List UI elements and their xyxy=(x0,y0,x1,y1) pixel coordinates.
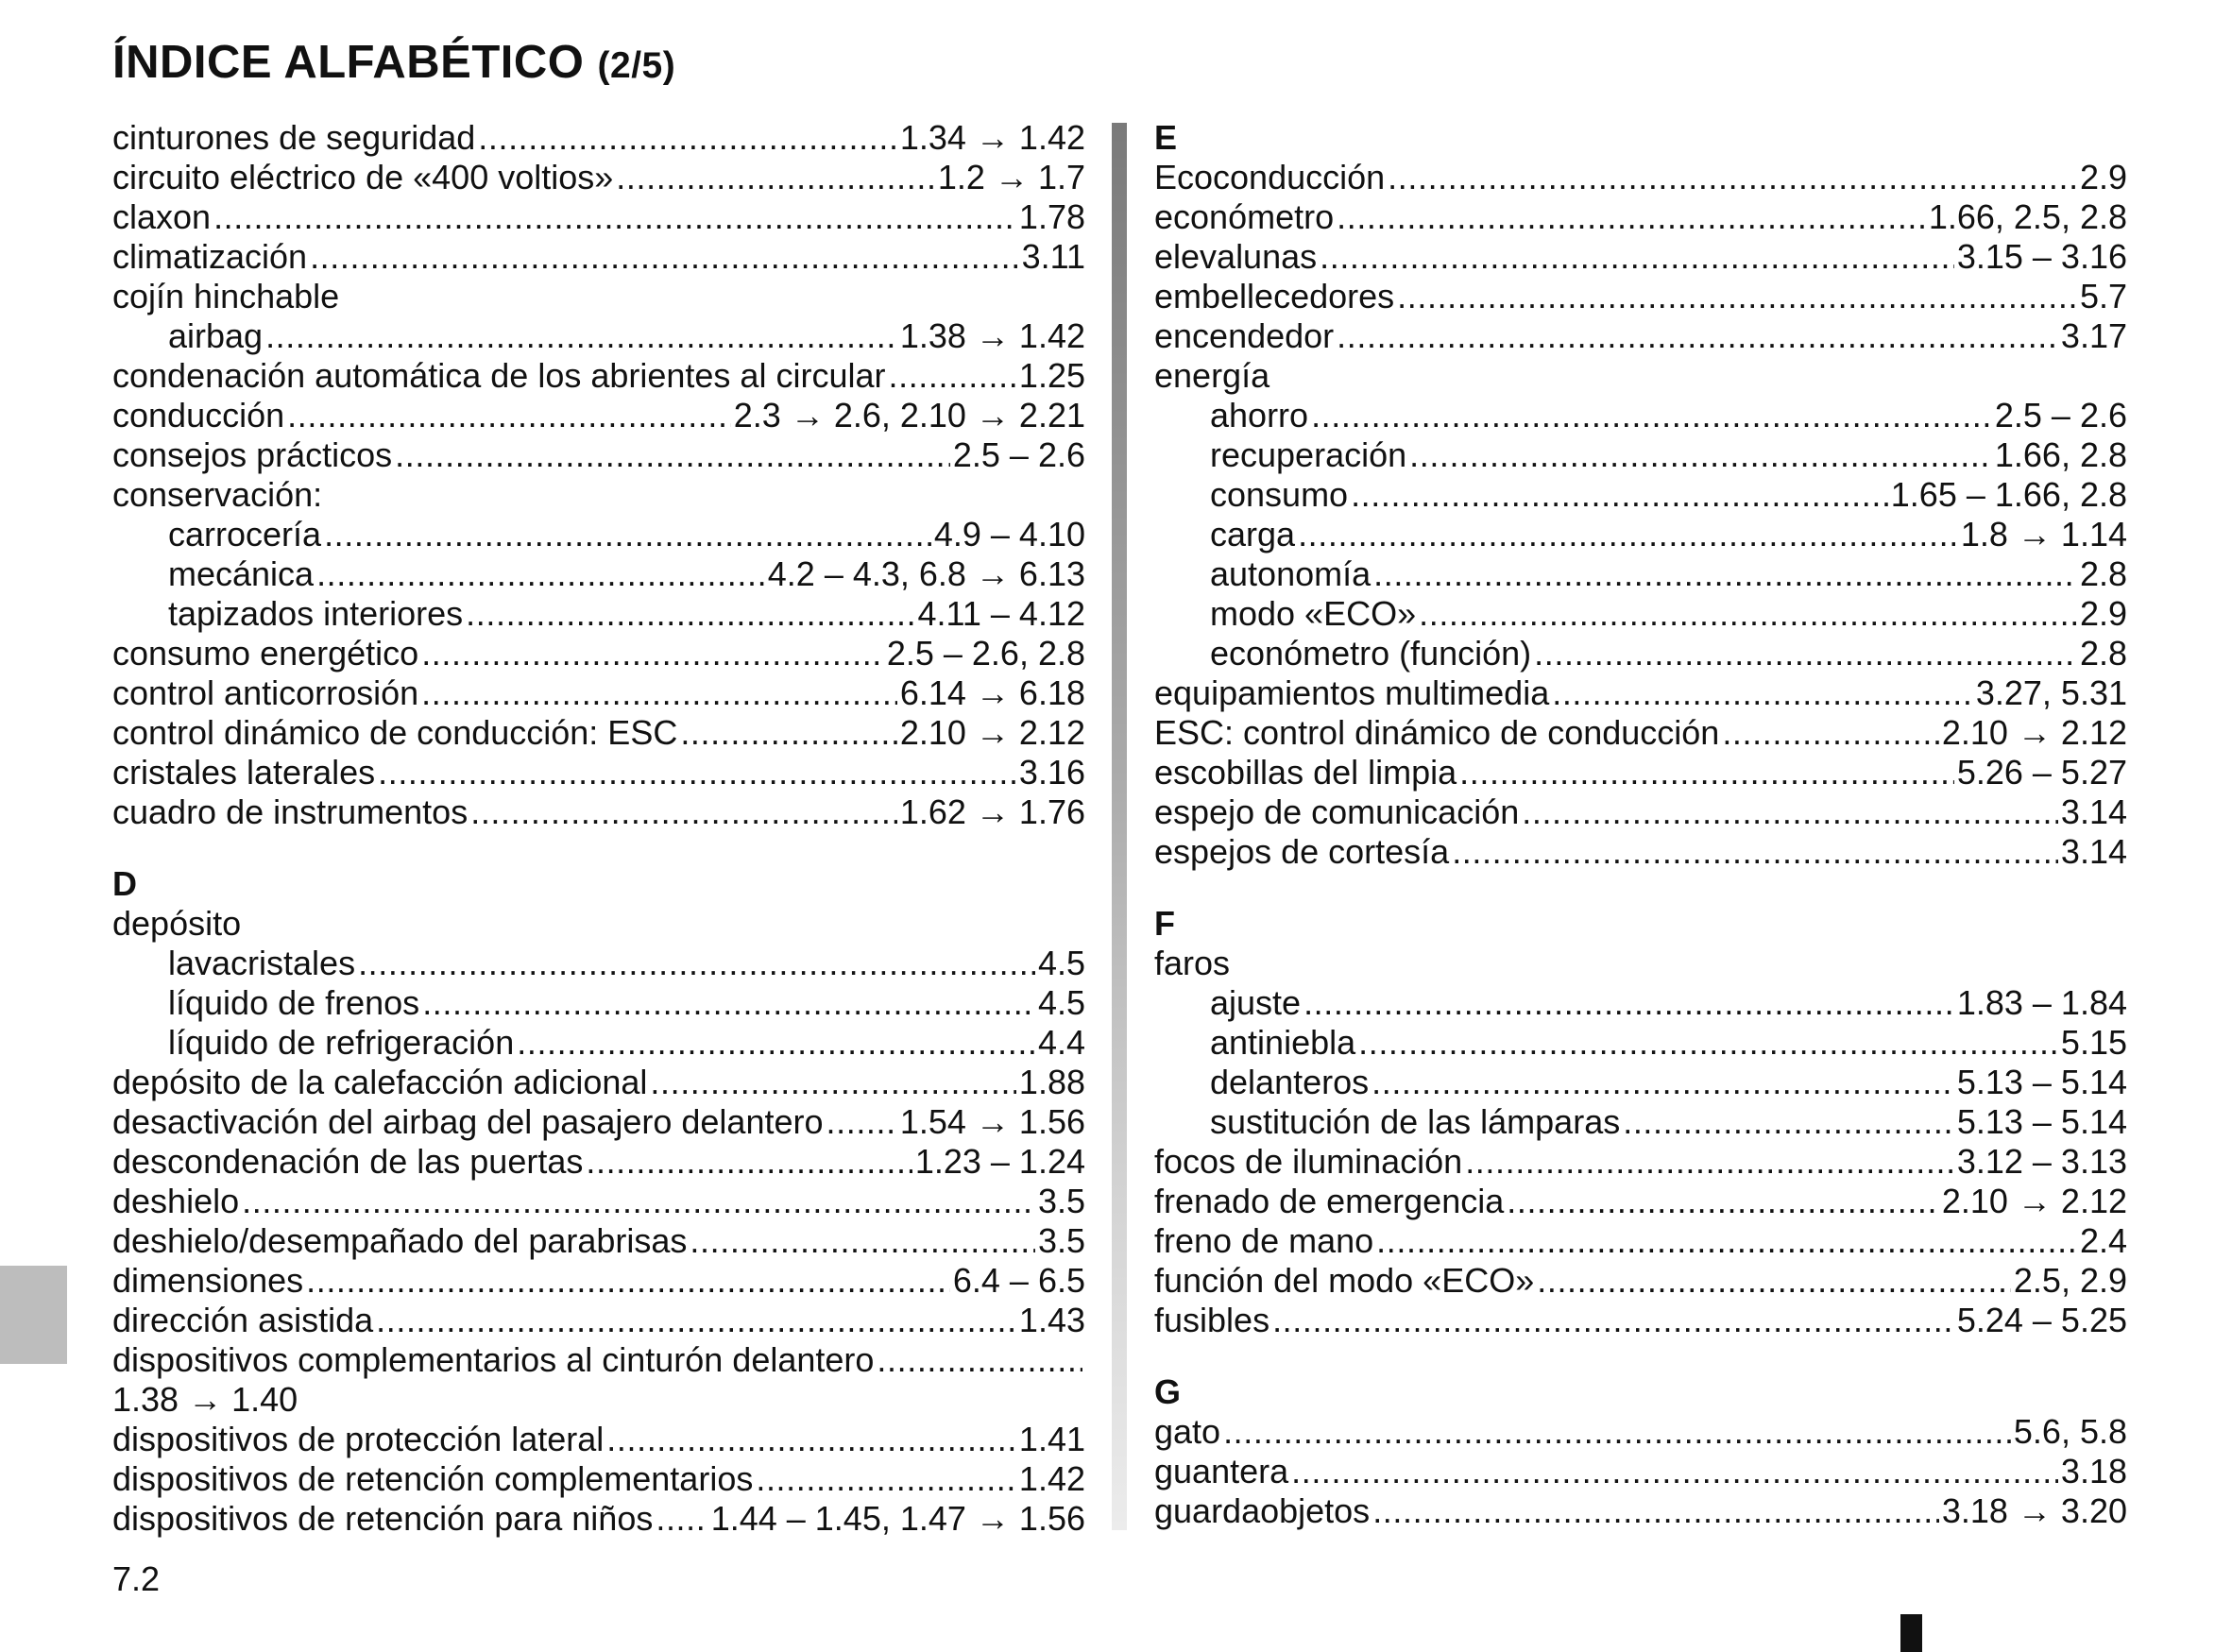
dot-leader xyxy=(826,1102,897,1142)
index-entry xyxy=(112,634,1085,673)
index-entry xyxy=(112,1102,1085,1142)
entry-pages: 5.7 xyxy=(2079,277,2127,315)
dot-leader xyxy=(358,944,1035,983)
index-entry xyxy=(1154,1261,2127,1301)
entry-pages: 2.10 → 2.12 xyxy=(1941,713,2127,752)
entry-pages: 3.15 – 3.16 xyxy=(1956,237,2127,276)
dot-leader xyxy=(1337,316,2058,356)
index-entry xyxy=(1154,1491,2127,1531)
index-subentry xyxy=(1154,594,2127,634)
entry-label: dispositivos de protección lateral xyxy=(112,1420,605,1458)
entry-label: control dinámico de conducción: ESC xyxy=(112,713,678,752)
dot-leader xyxy=(1372,1491,1939,1531)
entry-pages: 1.54 → 1.56 xyxy=(899,1102,1085,1141)
entry-label: embellecedores xyxy=(1154,277,1395,315)
dot-leader xyxy=(690,1221,1035,1261)
entry-pages: 5.13 – 5.14 xyxy=(1956,1063,2127,1101)
entry-pages: 2.9 xyxy=(2079,594,2127,633)
entry-label: energía xyxy=(1154,356,1270,395)
dot-leader xyxy=(1452,832,2058,872)
dot-leader xyxy=(1459,753,1954,792)
entry-pages: 1.43 xyxy=(1018,1301,1085,1339)
entry-pages: 2.5 – 2.6 xyxy=(1994,396,2127,434)
index-entry xyxy=(1154,197,2127,237)
dot-leader xyxy=(1522,792,2058,832)
entry-pages: 2.3 → 2.6, 2.10 → 2.21 xyxy=(733,396,1085,434)
index-subentry xyxy=(1154,634,2127,673)
entry-pages: 2.10 → 2.12 xyxy=(1941,1182,2127,1220)
index-entry xyxy=(1154,237,2127,277)
corner-marker xyxy=(1900,1614,1922,1652)
entry-pages: 2.8 xyxy=(2079,634,2127,673)
dot-leader xyxy=(213,197,1016,237)
dot-leader xyxy=(378,753,1016,792)
entry-label: condenación automática de los abrientes al circular xyxy=(112,356,886,395)
entry-label: antiniebla xyxy=(1210,1023,1356,1062)
entry-pages: 1.25 xyxy=(1018,356,1085,395)
entry-label: espejos de cortesía xyxy=(1154,832,1450,871)
index-column-right xyxy=(1154,118,2127,1531)
dot-leader xyxy=(1722,713,1939,753)
dot-leader xyxy=(1373,554,2077,594)
dot-leader xyxy=(316,554,765,594)
index-entry xyxy=(1154,792,2127,832)
entry-label: espejo de comunicación xyxy=(1154,792,1520,831)
entry-label: freno de mano xyxy=(1154,1221,1374,1260)
entry-label: dirección asistida xyxy=(112,1301,374,1339)
dot-leader xyxy=(1372,1063,1954,1102)
index-subentry xyxy=(112,594,1085,634)
chapter-thumb-tab xyxy=(0,1266,67,1364)
index-subentry xyxy=(1154,1102,2127,1142)
entry-pages: 4.5 xyxy=(1037,944,1085,982)
entry-pages: 3.5 xyxy=(1037,1182,1085,1220)
entry-label: delanteros xyxy=(1210,1063,1370,1101)
entry-pages: 4.4 xyxy=(1037,1023,1085,1062)
entry-label: control anticorrosión xyxy=(112,673,419,712)
index-entry xyxy=(112,237,1085,277)
index-entry xyxy=(1154,753,2127,792)
index-entry xyxy=(1154,832,2127,872)
index-entry xyxy=(112,1340,1085,1380)
index-entry xyxy=(112,356,1085,396)
entry-label: carrocería xyxy=(168,515,322,554)
index-entry xyxy=(112,713,1085,753)
index-entry xyxy=(1154,1452,2127,1491)
entry-label: focos de iluminación xyxy=(1154,1142,1463,1181)
index-heading xyxy=(112,1380,1085,1420)
index-subentry xyxy=(112,1023,1085,1063)
index-subentry xyxy=(1154,396,2127,435)
entry-pages: 3.18 xyxy=(2060,1452,2127,1490)
dot-leader xyxy=(422,983,1035,1023)
entry-pages: 3.14 xyxy=(2060,792,2127,831)
entry-label: líquido de frenos xyxy=(168,983,420,1022)
dot-leader xyxy=(517,1023,1035,1063)
entry-pages: 1.2 → 1.7 xyxy=(937,158,1085,196)
entry-pages: 2.5, 2.9 xyxy=(2013,1261,2127,1300)
entry-label: consumo energético xyxy=(112,634,419,673)
entry-pages: 1.83 – 1.84 xyxy=(1956,983,2127,1022)
entry-label: dispositivos de retención complementarios xyxy=(112,1459,754,1498)
entry-label: guardaobjetos xyxy=(1154,1491,1371,1530)
dot-leader xyxy=(421,634,884,673)
entry-pages: 3.18 → 3.20 xyxy=(1941,1491,2127,1530)
dot-leader xyxy=(470,792,897,832)
entry-pages: 2.10 → 2.12 xyxy=(899,713,1085,752)
entry-label: autonomía xyxy=(1210,554,1372,593)
entry-label: económetro xyxy=(1154,197,1335,236)
index-entry xyxy=(1154,277,2127,316)
index-subentry xyxy=(112,983,1085,1023)
dot-leader xyxy=(421,673,897,713)
index-entry xyxy=(112,197,1085,237)
entry-label: frenado de emergencia xyxy=(1154,1182,1505,1220)
index-entry xyxy=(112,435,1085,475)
index-entry xyxy=(1154,1182,2127,1221)
entry-pages: 1.41 xyxy=(1018,1420,1085,1458)
entry-pages: 1.66, 2.8 xyxy=(1994,435,2127,474)
index-entry xyxy=(112,1301,1085,1340)
entry-pages: 1.66, 2.5, 2.8 xyxy=(1928,197,2127,236)
entry-label: Ecoconducción xyxy=(1154,158,1386,196)
dot-leader xyxy=(1298,515,1958,554)
dot-leader xyxy=(650,1063,1016,1102)
dot-leader xyxy=(606,1420,1016,1459)
dot-leader xyxy=(1311,396,1992,435)
entry-pages: 5.6, 5.8 xyxy=(2013,1412,2127,1451)
entry-pages: 6.14 → 6.18 xyxy=(899,673,1085,712)
index-heading xyxy=(112,277,1085,316)
entry-pages: 5.15 xyxy=(2060,1023,2127,1062)
entry-label: escobillas del limpia xyxy=(1154,753,1457,792)
entry-label: lavacristales xyxy=(168,944,356,982)
dot-leader xyxy=(586,1142,912,1182)
index-entry xyxy=(1154,713,2127,753)
dot-leader xyxy=(466,594,914,634)
entry-label: dispositivos de retención para niños xyxy=(112,1499,654,1538)
section-gap xyxy=(112,832,1085,864)
index-heading xyxy=(112,475,1085,515)
entry-pages: 4.5 xyxy=(1037,983,1085,1022)
dot-leader xyxy=(756,1459,1016,1499)
dot-leader xyxy=(1320,237,1954,277)
entry-pages: 2.8 xyxy=(2079,554,2127,593)
entry-pages: 1.23 – 1.24 xyxy=(914,1142,1085,1181)
section-letter: E xyxy=(1154,118,1178,157)
entry-pages: 1.62 → 1.76 xyxy=(899,792,1085,831)
index-heading xyxy=(112,904,1085,944)
dot-leader xyxy=(395,435,950,475)
entry-label: deshielo/desempañado del parabrisas xyxy=(112,1221,688,1260)
index-subentry xyxy=(112,944,1085,983)
index-subentry xyxy=(1154,435,2127,475)
index-entry xyxy=(1154,316,2127,356)
dot-leader xyxy=(1272,1301,1954,1340)
entry-pages: 4.9 – 4.10 xyxy=(933,515,1085,554)
dot-leader xyxy=(306,1261,950,1301)
entry-label: cinturones de seguridad xyxy=(112,118,476,157)
index-entry xyxy=(112,1142,1085,1182)
entry-label: sustitución de las lámparas xyxy=(1210,1102,1621,1141)
entry-pages: 1.42 xyxy=(1018,1459,1085,1498)
entry-label: cuadro de instrumentos xyxy=(112,792,469,831)
dot-leader xyxy=(287,396,731,435)
entry-label: dispositivos complementarios al cinturón delantero xyxy=(112,1340,875,1379)
index-subentry xyxy=(1154,983,2127,1023)
entry-label: airbag xyxy=(168,316,264,355)
dot-leader xyxy=(1303,983,1954,1023)
entry-pages: 2.9 xyxy=(2079,158,2127,196)
entry-label: 1.38 → 1.40 xyxy=(112,1380,298,1419)
entry-label: ajuste xyxy=(1210,983,1302,1022)
dot-leader xyxy=(376,1301,1016,1340)
index-subentry xyxy=(1154,515,2127,554)
index-entry xyxy=(112,1221,1085,1261)
section-gap xyxy=(1154,1340,2127,1372)
entry-label: tapizados interiores xyxy=(168,594,464,633)
entry-pages: 1.65 – 1.66, 2.8 xyxy=(1890,475,2127,514)
entry-label: deshielo xyxy=(112,1182,240,1220)
entry-label: claxon xyxy=(112,197,212,236)
dot-leader xyxy=(324,515,931,554)
index-entry xyxy=(112,1459,1085,1499)
entry-label: cristales laterales xyxy=(112,753,376,792)
dot-leader xyxy=(478,118,897,158)
index-subentry xyxy=(1154,475,2127,515)
entry-label: función del modo «ECO» xyxy=(1154,1261,1535,1300)
dot-leader xyxy=(1534,634,2077,673)
entry-pages: 3.27, 5.31 xyxy=(1975,673,2127,712)
entry-pages: 3.16 xyxy=(1018,753,1085,792)
index-subentry xyxy=(112,316,1085,356)
entry-label: faros xyxy=(1154,944,1231,982)
dot-leader xyxy=(1376,1221,2077,1261)
dot-leader xyxy=(1358,1023,2058,1063)
index-entry xyxy=(112,673,1085,713)
dot-leader xyxy=(1537,1261,2011,1301)
index-subentry xyxy=(112,554,1085,594)
dot-leader xyxy=(680,713,897,753)
section-letter: F xyxy=(1154,904,1175,943)
entry-pages: 6.4 – 6.5 xyxy=(952,1261,1085,1300)
entry-label: equipamientos multimedia xyxy=(1154,673,1550,712)
entry-label: mecánica xyxy=(168,554,315,593)
page-number: 7.2 xyxy=(112,1559,161,1598)
section-letter: G xyxy=(1154,1372,1182,1411)
index-entry xyxy=(112,1420,1085,1459)
index-subentry xyxy=(1154,1063,2127,1102)
section-gap xyxy=(1154,872,2127,904)
entry-label: económetro (función) xyxy=(1210,634,1532,673)
index-entry xyxy=(1154,673,2127,713)
index-column-left xyxy=(112,118,1085,1539)
index-entry xyxy=(112,118,1085,158)
entry-label: ESC: control dinámico de conducción xyxy=(1154,713,1720,752)
index-entry xyxy=(112,396,1085,435)
dot-leader xyxy=(1419,594,2077,634)
index-entry xyxy=(112,1182,1085,1221)
index-subentry xyxy=(1154,554,2127,594)
entry-pages: 3.5 xyxy=(1037,1221,1085,1260)
entry-pages: 1.8 → 1.14 xyxy=(1960,515,2127,554)
entry-label: guantera xyxy=(1154,1452,1289,1490)
dot-leader xyxy=(1388,158,2077,197)
index-entry xyxy=(112,792,1085,832)
dot-leader xyxy=(1223,1412,2011,1452)
entry-label: cojín hinchable xyxy=(112,277,340,315)
index-entry xyxy=(1154,1412,2127,1452)
entry-pages: 1.38 → 1.42 xyxy=(899,316,1085,355)
index-entry xyxy=(112,1063,1085,1102)
dot-leader xyxy=(242,1182,1035,1221)
index-entry xyxy=(1154,1221,2127,1261)
entry-pages: 1.88 xyxy=(1018,1063,1085,1101)
entry-label: recuperación xyxy=(1210,435,1407,474)
entry-pages: 2.4 xyxy=(2079,1221,2127,1260)
entry-pages: 5.26 – 5.27 xyxy=(1956,753,2127,792)
entry-label: encendedor xyxy=(1154,316,1335,355)
title-part-indicator: (2/5) xyxy=(597,45,676,86)
dot-leader xyxy=(1507,1182,1939,1221)
page-title xyxy=(112,36,675,89)
entry-pages: 3.17 xyxy=(2060,316,2127,355)
index-entry xyxy=(1154,158,2127,197)
index-subentry xyxy=(112,515,1085,554)
entry-label: depósito de la calefacción adicional xyxy=(112,1063,648,1101)
dot-leader xyxy=(1552,673,1973,713)
entry-pages: 2.5 – 2.6 xyxy=(952,435,1085,474)
dot-leader xyxy=(656,1499,707,1539)
entry-label: consumo xyxy=(1210,475,1349,514)
index-entry xyxy=(112,1499,1085,1539)
entry-pages: 1.34 → 1.42 xyxy=(899,118,1085,157)
entry-pages: 1.78 xyxy=(1018,197,1085,236)
entry-label: conservación: xyxy=(112,475,323,514)
index-entry xyxy=(1154,1301,2127,1340)
index-entry xyxy=(112,158,1085,197)
entry-pages: 3.12 – 3.13 xyxy=(1956,1142,2127,1181)
entry-label: modo «ECO» xyxy=(1210,594,1417,633)
section-letter: D xyxy=(112,864,137,903)
entry-pages: 4.2 – 4.3, 6.8 → 6.13 xyxy=(767,554,1085,593)
index-entry xyxy=(1154,1142,2127,1182)
dot-leader xyxy=(1337,197,1926,237)
entry-label: gato xyxy=(1154,1412,1221,1451)
index-entry xyxy=(112,753,1085,792)
entry-label: climatización xyxy=(112,237,308,276)
entry-label: fusibles xyxy=(1154,1301,1270,1339)
entry-pages: 3.11 xyxy=(1021,237,1085,276)
entry-pages: 3.14 xyxy=(2060,832,2127,871)
dot-leader xyxy=(1291,1452,2058,1491)
entry-pages: 5.24 – 5.25 xyxy=(1956,1301,2127,1339)
dot-leader xyxy=(1351,475,1888,515)
entry-label: depósito xyxy=(112,904,242,943)
column-divider xyxy=(1112,123,1127,1530)
index-heading xyxy=(1154,944,2127,983)
entry-label: elevalunas xyxy=(1154,237,1318,276)
dot-leader xyxy=(1397,277,2077,316)
entry-pages: 5.13 – 5.14 xyxy=(1956,1102,2127,1141)
dot-leader xyxy=(877,1340,1082,1380)
entry-label: dimensiones xyxy=(112,1261,304,1300)
dot-leader xyxy=(265,316,897,356)
dot-leader xyxy=(1623,1102,1954,1142)
entry-label: consejos prácticos xyxy=(112,435,393,474)
dot-leader xyxy=(616,158,935,197)
index-heading xyxy=(1154,356,2127,396)
index-entry xyxy=(112,1261,1085,1301)
entry-pages: 1.44 – 1.45, 1.47 → 1.56 xyxy=(710,1499,1085,1538)
entry-label: carga xyxy=(1210,515,1296,554)
dot-leader xyxy=(1409,435,1992,475)
entry-pages: 2.5 – 2.6, 2.8 xyxy=(886,634,1085,673)
title-text: ÍNDICE ALFABÉTICO xyxy=(112,37,585,88)
entry-label: conducción xyxy=(112,396,285,434)
entry-label: descondenación de las puertas xyxy=(112,1142,584,1181)
dot-leader xyxy=(1465,1142,1954,1182)
entry-label: desactivación del airbag del pasajero delantero xyxy=(112,1102,824,1141)
dot-leader xyxy=(310,237,1019,277)
entry-label: ahorro xyxy=(1210,396,1309,434)
entry-pages: 4.11 – 4.12 xyxy=(917,594,1085,633)
dot-leader xyxy=(888,356,1015,396)
index-subentry xyxy=(1154,1023,2127,1063)
entry-label: circuito eléctrico de «400 voltios» xyxy=(112,158,614,196)
entry-label: líquido de refrigeración xyxy=(168,1023,515,1062)
